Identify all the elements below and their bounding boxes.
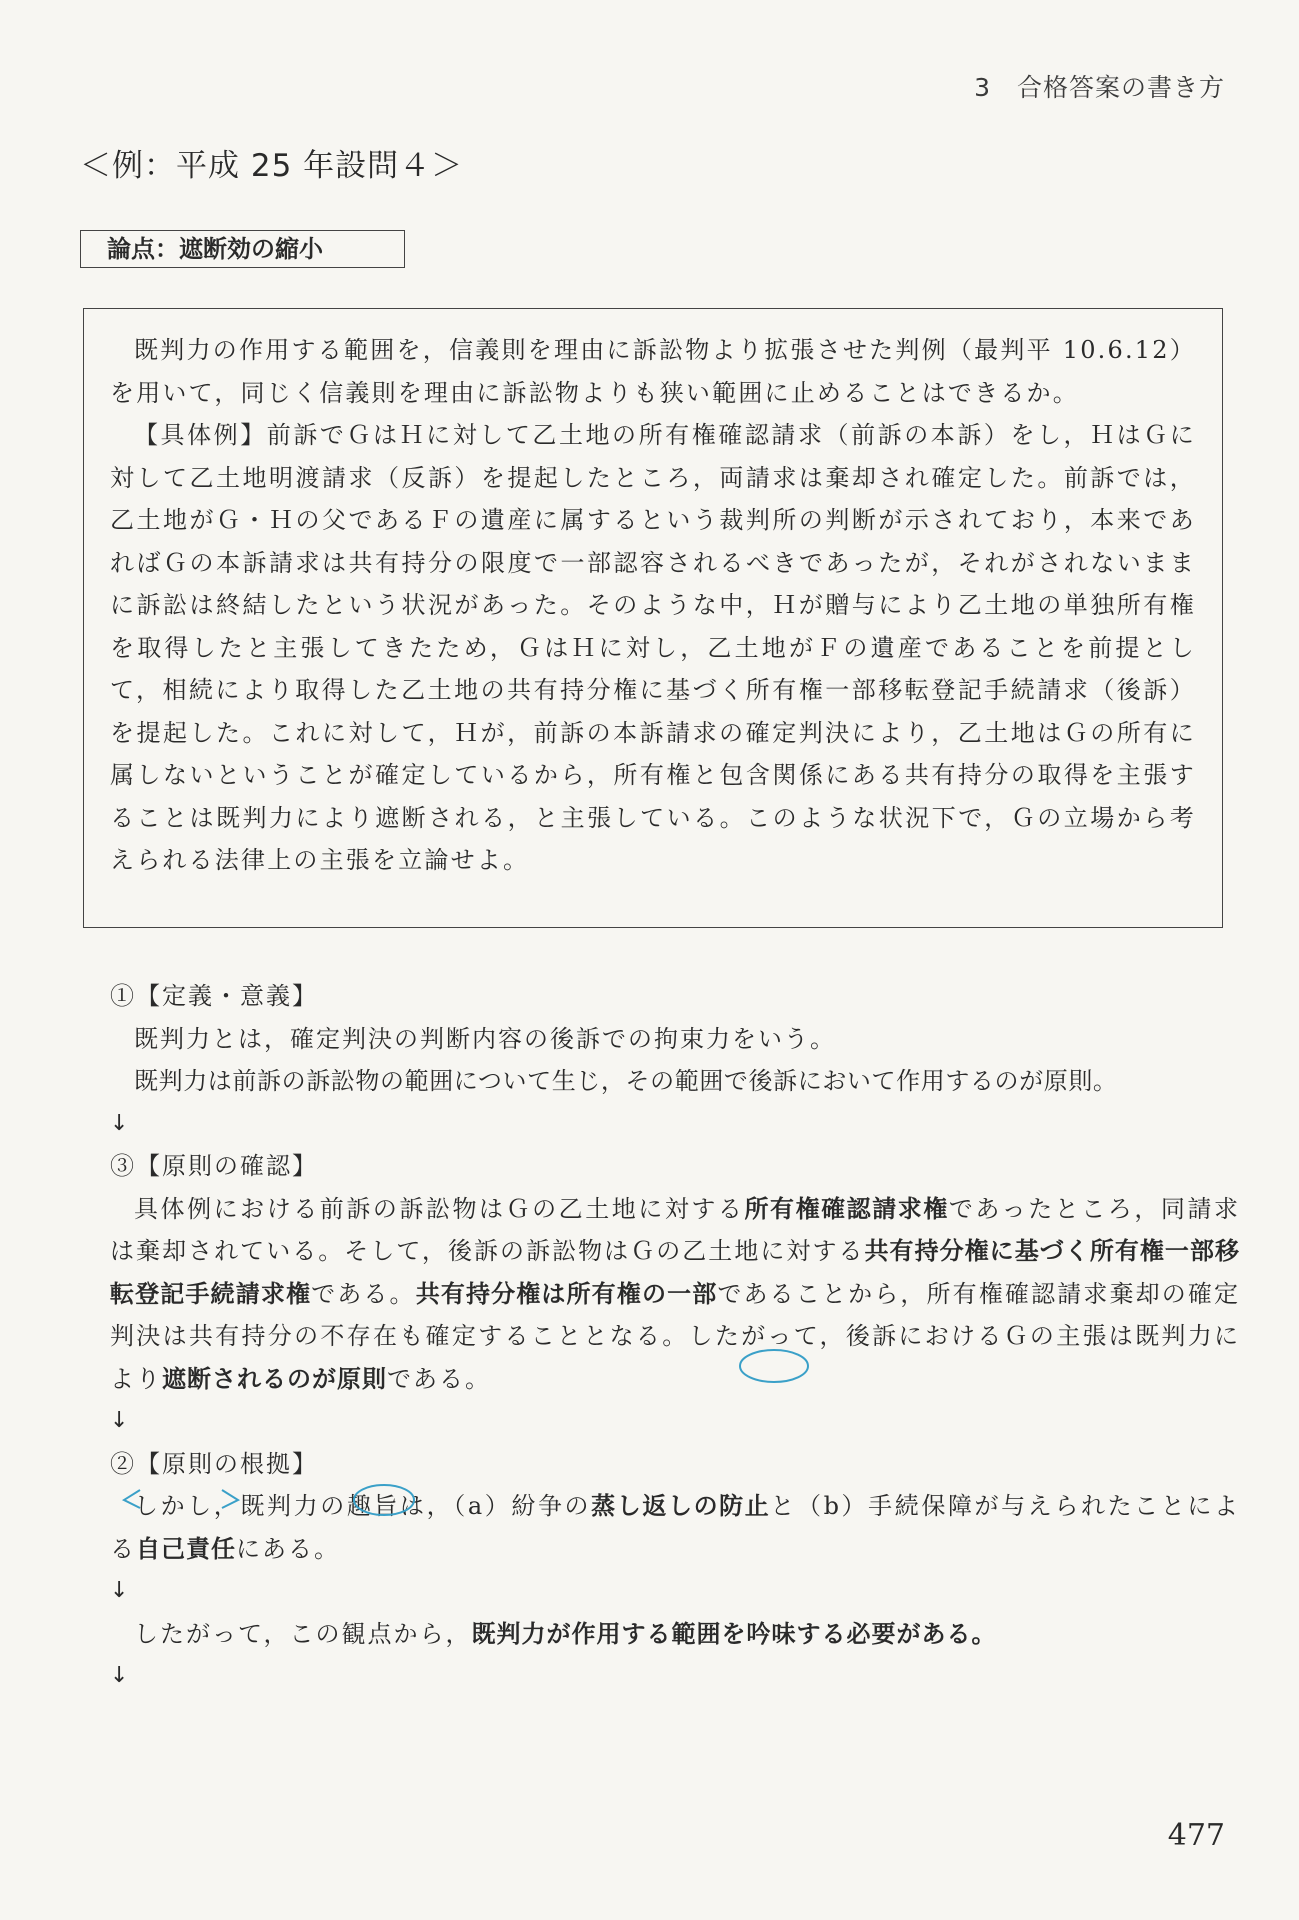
question-paragraph-2: 【具体例】前訴でＧはＨに対して乙土地の所有権確認請求（前訴の本訴）をし，ＨはＧに対して乙土地明渡請求（反訴）を提起したところ，両請求は棄却され確定した。前訴では，乙土地がＧ・Ｈの父であるＦの遺産に属するという裁判所の判断が示されており，本来であればＧの本訴請求は共有持分の限度で一部認容されるべきであったが，それがされないままに訴訟は終結したという状況があった。そのような中，Ｈが贈与により乙土地の単独所有権を取得したと主張してきたため，ＧはＨに対し，乙土地がＦの遺産であることを前提として，相続により取得した乙土地の共有持分権に基づく所有権一部移転登記手続請求（後訴）を提起した。これに対して，Ｈが，前訴の本訴請求の確定判決により，乙土地はＧの所有に属しないということが確定しているから，所有権と包含関係にある共有持分の取得を主張することは既判力により遮断される，と主張している。このような状況下で，Ｇの立場から考えられる法律上の主張を立論せよ。 — [110, 421, 1196, 874]
answer-body — [110, 975, 1240, 1698]
section-3-paragraph — [110, 1188, 1240, 1401]
down-arrow: ↓ — [110, 1578, 131, 1603]
bold-term: 所有権確認請求権 — [744, 1194, 949, 1223]
question-paragraph-1: 既判力の作用する範囲を，信義則を理由に訴訟物より拡張させた判例（最判平 10.6.12）を用いて，同じく信義則を理由に訴訟物よりも狭い範囲に止めることはできるか。 — [110, 336, 1196, 407]
conclusion-line — [110, 1613, 1240, 1656]
section-1-heading: ①【定義・意義】 — [110, 982, 318, 1010]
text-run: しかし，既判力の趣旨は，（a）紛争の — [134, 1492, 592, 1520]
bold-term: 共有持分権に基づく所有権一部移転登記手続請求権 — [110, 1237, 1240, 1308]
text-run: にある。 — [236, 1534, 340, 1563]
bold-term: 遮断されるのが — [162, 1364, 337, 1393]
text-run: である。 — [387, 1364, 491, 1393]
text-run: と（b）手続保障が与えられたことによる — [110, 1492, 1240, 1563]
text-run: したがって，この観点から， — [134, 1619, 472, 1648]
bold-term: 自己責任 — [136, 1534, 236, 1563]
section-3-heading: ③【原則の確認】 — [110, 1152, 318, 1180]
down-arrow: ↓ — [110, 1110, 131, 1136]
down-arrow: ↓ — [110, 1408, 131, 1433]
bold-term: 原則 — [337, 1364, 387, 1393]
section-2-paragraph — [110, 1485, 1240, 1570]
text-run: であったところ，同請求は棄却されている。そして，後訴の訴訟物はＧの乙土地に対する — [110, 1194, 1241, 1265]
text-run: である。 — [311, 1279, 416, 1308]
text-run: であることから，所有権確認請求棄却の確定判決は共有持分の不存在も確定することとなる。したがって，後訴におけるＧの主張は既判力により — [110, 1279, 1241, 1393]
bold-term: 蒸し返しの防止 — [591, 1492, 771, 1520]
example-title: ＜例：平成 25 年設問４＞ — [80, 148, 464, 184]
running-header: 3 合格答案の書き方 — [974, 73, 1225, 102]
question-box — [83, 308, 1223, 928]
issue-label-box: 論点：遮断効の縮小 — [80, 230, 405, 268]
down-arrow: ↓ — [110, 1663, 131, 1688]
section-1-line-2: 既判力は前訴の訴訟物の範囲について生じ，その範囲で後訴において作用するのが原則。 — [134, 1067, 1118, 1095]
section-2-heading: ②【原則の根拠】 — [110, 1449, 318, 1478]
bold-term: 既判力が作用する範囲を吟味する必要がある。 — [471, 1619, 997, 1648]
page-number: 477 — [1167, 1818, 1225, 1853]
section-1-line-1: 既判力とは，確定判決の判断内容の後訴での拘束力をいう。 — [134, 1024, 836, 1053]
bold-term: 共有持分権は所有権の一部 — [415, 1279, 718, 1308]
text-run: 具体例における前訴の訴訟物はＧの乙土地に対する — [134, 1194, 745, 1223]
